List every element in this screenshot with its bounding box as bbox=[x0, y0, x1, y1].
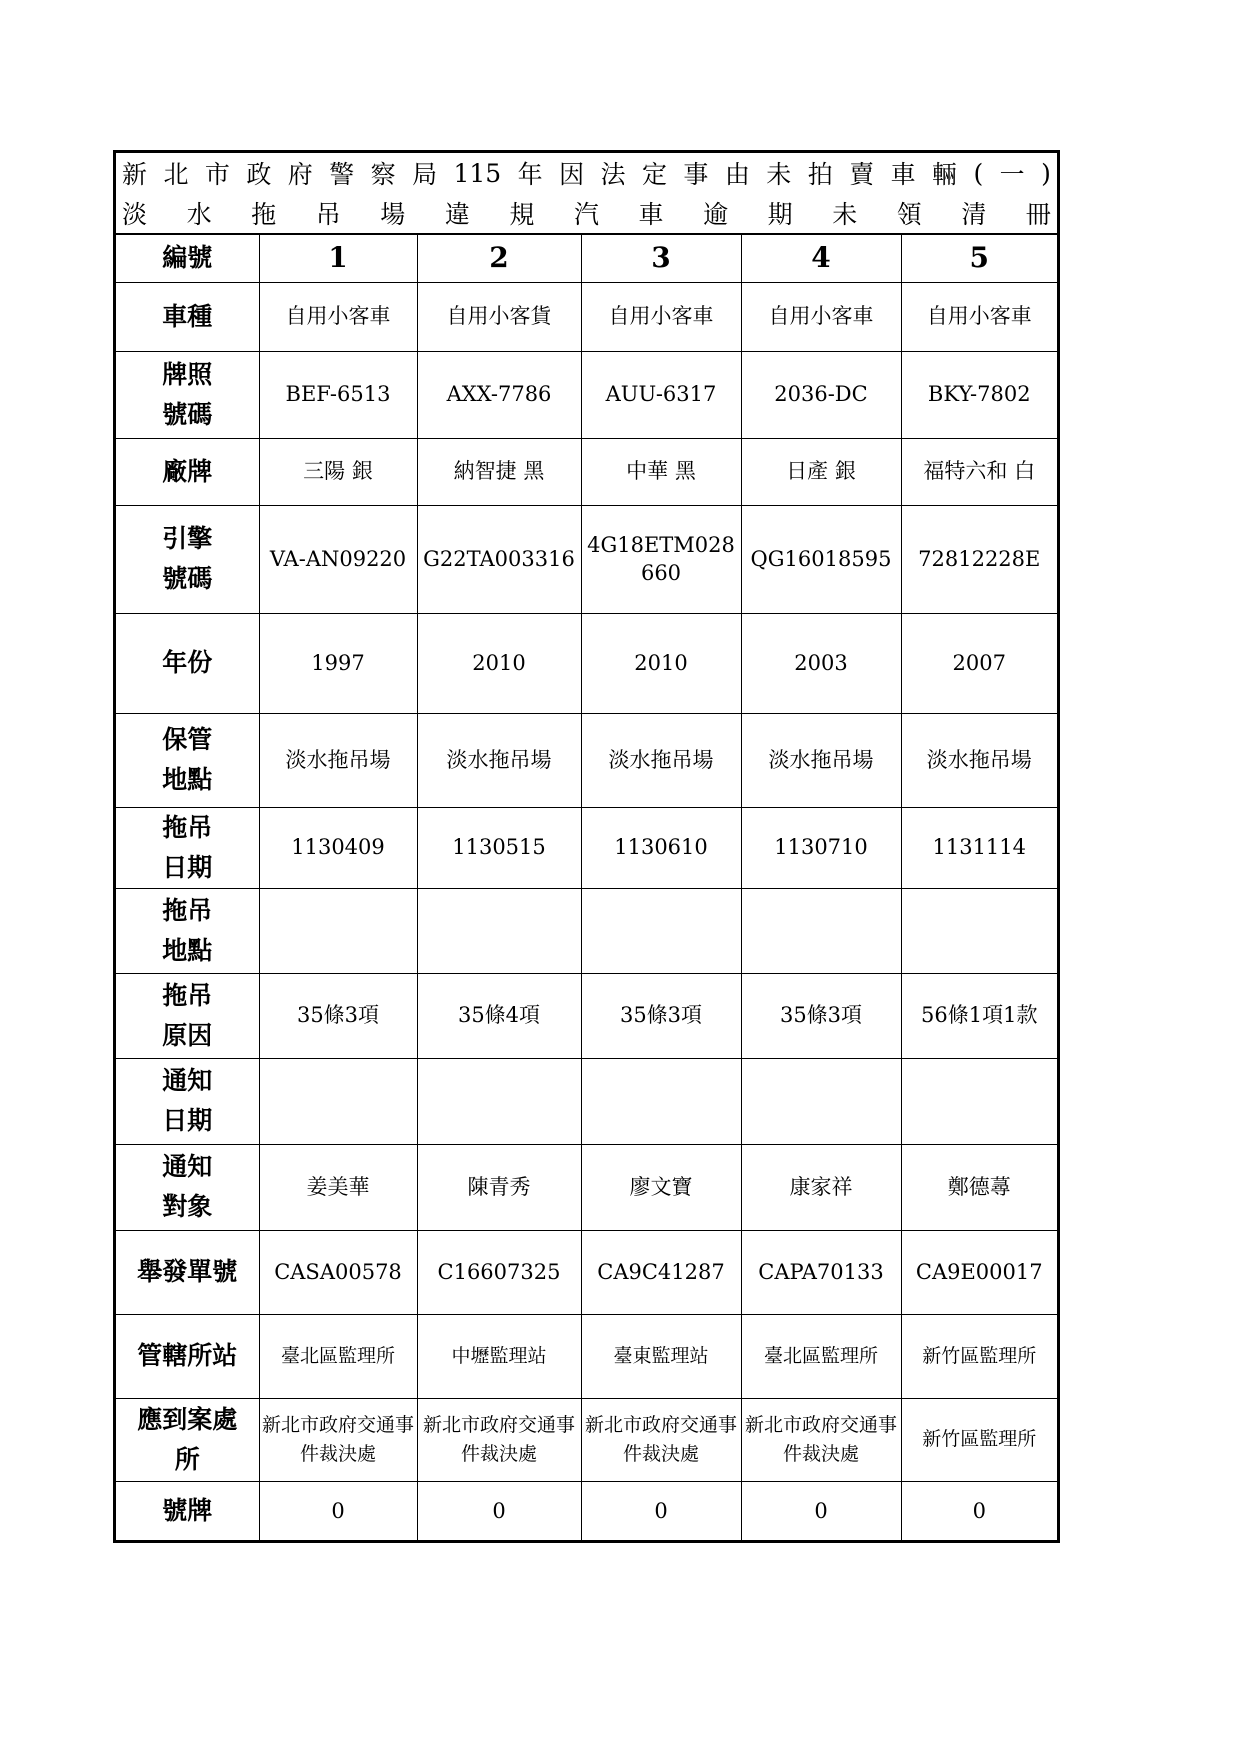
cell-id: 3 bbox=[581, 235, 741, 282]
title-char: 未 bbox=[766, 160, 792, 189]
row-label-text: 車種 bbox=[162, 301, 213, 331]
title-char: 拍 bbox=[807, 160, 833, 189]
title-char: 事 bbox=[683, 160, 709, 189]
row-label-text: 地點 bbox=[162, 935, 213, 965]
row-label-text: 年份 bbox=[162, 648, 213, 677]
table-row-engine bbox=[116, 505, 1057, 613]
cell-id: 4 bbox=[741, 235, 901, 282]
row-label-text: 引擎 bbox=[162, 524, 213, 553]
title-char: 場 bbox=[380, 200, 406, 229]
row-label bbox=[116, 351, 259, 438]
cell-id: 1 bbox=[259, 235, 417, 282]
cell-reason: 35條3項 bbox=[259, 973, 417, 1058]
vehicle-table bbox=[116, 235, 1057, 1540]
row-label-text: 廠牌 bbox=[162, 456, 213, 486]
cell-ticket: CA9E00017 bbox=[901, 1230, 1057, 1314]
title-char: 警 bbox=[329, 160, 355, 189]
row-label bbox=[116, 1481, 259, 1540]
cell-tow-place bbox=[417, 888, 581, 973]
cell-court: 新北市政府交通事件裁決處 bbox=[259, 1398, 417, 1481]
title-char: 吊 bbox=[315, 200, 341, 229]
cell-office: 中壢監理站 bbox=[417, 1314, 581, 1398]
title-char: ) bbox=[1041, 158, 1051, 188]
row-label bbox=[116, 807, 259, 888]
cell-target: 廖文寶 bbox=[581, 1144, 741, 1230]
row-label-text: 保管 bbox=[162, 725, 213, 754]
title-char: 輛 bbox=[932, 160, 958, 189]
row-label bbox=[116, 613, 259, 713]
row-label-text: 號碼 bbox=[162, 399, 213, 429]
title-char: 由 bbox=[724, 160, 750, 189]
cell-plates: 0 bbox=[581, 1481, 741, 1540]
cell-plate: 2036-DC bbox=[741, 351, 901, 438]
title-char: 法 bbox=[600, 160, 626, 189]
table-row-id bbox=[116, 235, 1057, 282]
cell-storage: 淡水拖吊場 bbox=[741, 713, 901, 807]
cell-target: 鄭德蕁 bbox=[901, 1144, 1057, 1230]
row-label bbox=[116, 438, 259, 505]
title-char: 政 bbox=[246, 160, 272, 189]
row-label-text: 牌照 bbox=[162, 359, 213, 389]
table-row-court bbox=[116, 1398, 1057, 1481]
cell-plates: 0 bbox=[259, 1481, 417, 1540]
table-row-storage bbox=[116, 713, 1057, 807]
row-label-text: 管轄所站 bbox=[137, 1341, 238, 1370]
row-label-text: 拖吊 bbox=[162, 980, 213, 1010]
cell-court: 新北市政府交通事件裁決處 bbox=[417, 1398, 581, 1481]
cell-ticket: C16607325 bbox=[417, 1230, 581, 1314]
cell-target: 康家祥 bbox=[741, 1144, 901, 1230]
row-label-text: 通知 bbox=[162, 1152, 213, 1181]
row-label bbox=[116, 1058, 259, 1144]
title-char: 局 bbox=[412, 160, 438, 189]
cell-plate: BKY-7802 bbox=[901, 351, 1057, 438]
document-title bbox=[116, 153, 1057, 235]
cell-reason: 35條3項 bbox=[581, 973, 741, 1058]
table-row-brand bbox=[116, 438, 1057, 505]
row-label-text: 拖吊 bbox=[162, 812, 213, 842]
row-label-text: 日期 bbox=[162, 852, 213, 882]
title-char: 定 bbox=[641, 160, 667, 189]
title-char: 拖 bbox=[251, 200, 277, 229]
cell-office: 臺北區監理所 bbox=[259, 1314, 417, 1398]
row-label bbox=[116, 1230, 259, 1314]
row-label bbox=[116, 1398, 259, 1481]
cell-reason: 35條4項 bbox=[417, 973, 581, 1058]
title-char: 年 bbox=[517, 160, 543, 189]
cell-plates: 0 bbox=[901, 1481, 1057, 1540]
cell-type: 自用小客貨 bbox=[417, 282, 581, 351]
row-label-text: 所 bbox=[174, 1444, 200, 1474]
cell-tow-date: 1130409 bbox=[259, 807, 417, 888]
cell-tow-date: 1131114 bbox=[901, 807, 1057, 888]
cell-tow-place bbox=[901, 888, 1057, 973]
cell-plates: 0 bbox=[417, 1481, 581, 1540]
cell-storage: 淡水拖吊場 bbox=[901, 713, 1057, 807]
table-row-target bbox=[116, 1144, 1057, 1230]
cell-brand: 日產 銀 bbox=[741, 438, 901, 505]
title-line-1 bbox=[116, 153, 1057, 193]
cell-target: 陳青秀 bbox=[417, 1144, 581, 1230]
row-label-text: 舉發單號 bbox=[137, 1257, 238, 1286]
title-char: ( bbox=[973, 158, 984, 188]
cell-tow-date: 1130515 bbox=[417, 807, 581, 888]
title-char: 規 bbox=[509, 200, 535, 229]
cell-plates: 0 bbox=[741, 1481, 901, 1540]
row-label-text: 地點 bbox=[162, 765, 213, 794]
cell-ticket: CA9C41287 bbox=[581, 1230, 741, 1314]
cell-tow-place bbox=[259, 888, 417, 973]
title-line-2 bbox=[116, 193, 1057, 233]
title-char: 車 bbox=[638, 200, 664, 229]
title-char: 車 bbox=[890, 160, 916, 189]
cell-ticket: CASA00578 bbox=[259, 1230, 417, 1314]
title-char: 逾 bbox=[703, 200, 729, 229]
cell-storage: 淡水拖吊場 bbox=[259, 713, 417, 807]
cell-year: 2010 bbox=[417, 613, 581, 713]
row-label bbox=[116, 505, 259, 613]
cell-storage: 淡水拖吊場 bbox=[581, 713, 741, 807]
cell-reason: 35條3項 bbox=[741, 973, 901, 1058]
cell-year: 2003 bbox=[741, 613, 901, 713]
row-label-text: 原因 bbox=[162, 1020, 213, 1050]
table-row-reason bbox=[116, 973, 1057, 1058]
table-row-year bbox=[116, 613, 1057, 713]
cell-id: 2 bbox=[417, 235, 581, 282]
table-row-plate bbox=[116, 351, 1057, 438]
title-char: 府 bbox=[287, 160, 313, 189]
cell-type: 自用小客車 bbox=[741, 282, 901, 351]
row-label-text: 編號 bbox=[162, 243, 213, 273]
cell-ticket: CAPA70133 bbox=[741, 1230, 901, 1314]
cell-plate: AXX-7786 bbox=[417, 351, 581, 438]
cell-plate: AUU-6317 bbox=[581, 351, 741, 438]
title-char: 市 bbox=[204, 160, 230, 189]
cell-plate: BEF-6513 bbox=[259, 351, 417, 438]
table-row-ticket bbox=[116, 1230, 1057, 1314]
cell-engine: 72812228E bbox=[901, 505, 1057, 613]
table-row-notice-date bbox=[116, 1058, 1057, 1144]
row-label bbox=[116, 713, 259, 807]
title-char: 冊 bbox=[1025, 200, 1051, 229]
cell-notice-date bbox=[741, 1058, 901, 1144]
cell-tow-date: 1130710 bbox=[741, 807, 901, 888]
table-row-tow-date bbox=[116, 807, 1057, 888]
title-char: 新 bbox=[122, 160, 148, 189]
title-char: 淡 bbox=[122, 200, 148, 229]
cell-storage: 淡水拖吊場 bbox=[417, 713, 581, 807]
cell-engine: QG16018595 bbox=[741, 505, 901, 613]
table-row-office bbox=[116, 1314, 1057, 1398]
title-char: 違 bbox=[444, 200, 470, 229]
vehicle-register-sheet bbox=[113, 150, 1060, 1543]
cell-brand: 中華 黑 bbox=[581, 438, 741, 505]
title-char: 北 bbox=[163, 160, 189, 189]
cell-engine: VA-AN09220 bbox=[259, 505, 417, 613]
title-char: 領 bbox=[896, 200, 922, 229]
cell-office: 新竹區監理所 bbox=[901, 1314, 1057, 1398]
row-label bbox=[116, 973, 259, 1058]
cell-notice-date bbox=[417, 1058, 581, 1144]
title-char: 清 bbox=[961, 200, 987, 229]
table-row-type bbox=[116, 282, 1057, 351]
row-label bbox=[116, 1144, 259, 1230]
title-char: 一 bbox=[999, 160, 1025, 189]
title-char: 115 bbox=[453, 158, 502, 188]
cell-brand: 福特六和 白 bbox=[901, 438, 1057, 505]
cell-office: 臺東監理站 bbox=[581, 1314, 741, 1398]
title-char: 水 bbox=[186, 200, 212, 229]
title-char: 未 bbox=[832, 200, 858, 229]
table-row-tow-place bbox=[116, 888, 1057, 973]
cell-year: 2010 bbox=[581, 613, 741, 713]
row-label-text: 拖吊 bbox=[162, 895, 213, 925]
cell-notice-date bbox=[581, 1058, 741, 1144]
row-label bbox=[116, 282, 259, 351]
row-label bbox=[116, 888, 259, 973]
cell-id: 5 bbox=[901, 235, 1057, 282]
title-char: 汽 bbox=[573, 200, 599, 229]
row-label-text: 對象 bbox=[162, 1192, 213, 1221]
cell-type: 自用小客車 bbox=[259, 282, 417, 351]
cell-engine: 4G18ETM028660 bbox=[581, 505, 741, 613]
cell-tow-place bbox=[581, 888, 741, 973]
cell-engine: G22TA003316 bbox=[417, 505, 581, 613]
row-label bbox=[116, 1314, 259, 1398]
cell-target: 姜美華 bbox=[259, 1144, 417, 1230]
cell-tow-place bbox=[741, 888, 901, 973]
cell-type: 自用小客車 bbox=[901, 282, 1057, 351]
cell-brand: 納智捷 黑 bbox=[417, 438, 581, 505]
row-label-text: 日期 bbox=[162, 1106, 213, 1135]
cell-reason: 56條1項1款 bbox=[901, 973, 1057, 1058]
row-label-text: 應到案處 bbox=[137, 1404, 238, 1434]
cell-notice-date bbox=[901, 1058, 1057, 1144]
cell-brand: 三陽 銀 bbox=[259, 438, 417, 505]
title-char: 期 bbox=[767, 200, 793, 229]
table-row-plates bbox=[116, 1481, 1057, 1540]
cell-court: 新北市政府交通事件裁決處 bbox=[581, 1398, 741, 1481]
row-label-text: 號碼 bbox=[162, 564, 213, 593]
cell-year: 1997 bbox=[259, 613, 417, 713]
cell-type: 自用小客車 bbox=[581, 282, 741, 351]
cell-tow-date: 1130610 bbox=[581, 807, 741, 888]
cell-court: 新竹區監理所 bbox=[901, 1398, 1057, 1481]
cell-year: 2007 bbox=[901, 613, 1057, 713]
title-char: 賣 bbox=[849, 160, 875, 189]
title-char: 因 bbox=[559, 160, 585, 189]
row-label bbox=[116, 235, 259, 282]
title-char: 察 bbox=[370, 160, 396, 189]
cell-office: 臺北區監理所 bbox=[741, 1314, 901, 1398]
row-label-text: 通知 bbox=[162, 1066, 213, 1095]
cell-court: 新北市政府交通事件裁決處 bbox=[741, 1398, 901, 1481]
row-label-text: 號牌 bbox=[162, 1495, 213, 1525]
cell-notice-date bbox=[259, 1058, 417, 1144]
